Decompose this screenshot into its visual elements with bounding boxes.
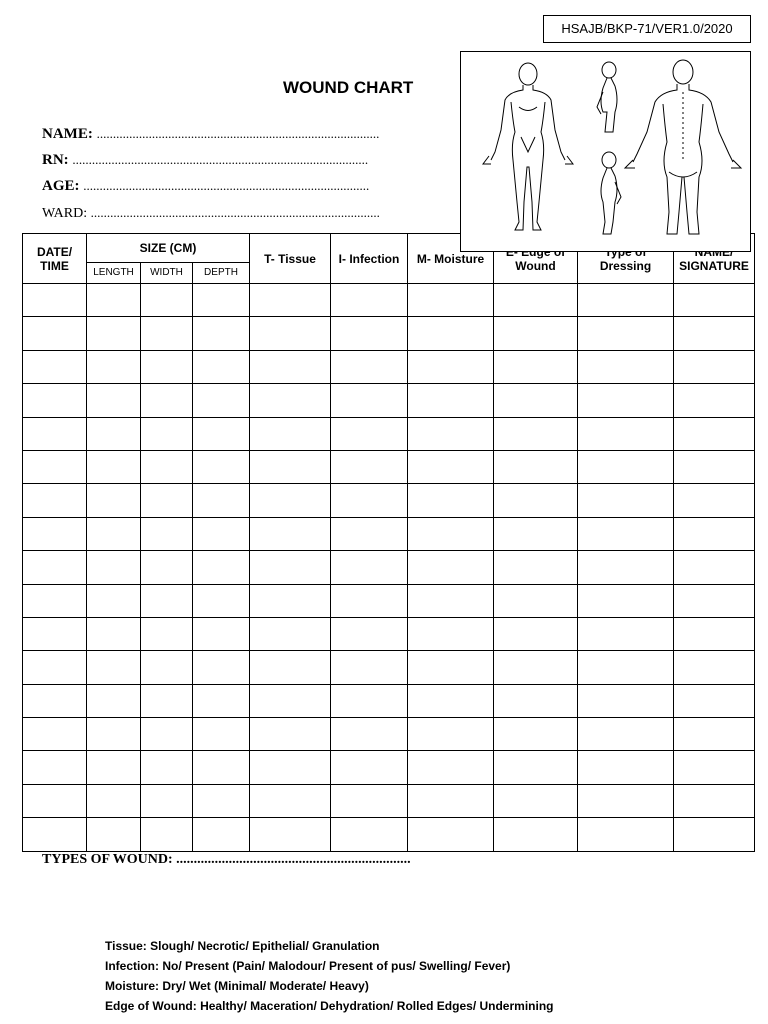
table-cell[interactable]	[87, 417, 141, 450]
table-cell[interactable]	[578, 551, 674, 584]
legend-moisture: Moisture: Dry/ Wet (Minimal/ Moderate/ Heavy)	[105, 979, 369, 993]
table-cell[interactable]	[494, 484, 578, 517]
legend-infection: Infection: No/ Present (Pain/ Malodour/ Present of pus/ Swelling/ Fever)	[105, 959, 511, 973]
table-cell[interactable]	[578, 818, 674, 851]
table-cell[interactable]	[578, 417, 674, 450]
table-cell[interactable]	[193, 651, 250, 684]
table-cell[interactable]	[23, 684, 87, 717]
table-cell[interactable]	[674, 818, 755, 851]
table-cell[interactable]	[331, 617, 408, 650]
table-cell[interactable]	[331, 751, 408, 784]
table-cell[interactable]	[331, 818, 408, 851]
table-cell[interactable]	[250, 350, 331, 383]
table-cell[interactable]	[250, 751, 331, 784]
table-cell[interactable]	[408, 684, 494, 717]
table-cell[interactable]	[23, 584, 87, 617]
age-dots: ........................................................................................	[83, 178, 370, 193]
table-cell[interactable]	[87, 718, 141, 751]
table-cell[interactable]	[250, 384, 331, 417]
rn-dots: ...........................................................................................	[72, 152, 369, 167]
legend	[105, 936, 553, 1016]
table-row	[23, 317, 755, 350]
table-cell[interactable]	[494, 450, 578, 483]
table-cell[interactable]	[331, 484, 408, 517]
table-cell[interactable]	[408, 450, 494, 483]
table-cell[interactable]	[578, 317, 674, 350]
types-of-wound-field[interactable]: TYPES OF WOUND: ...................................................................	[42, 852, 411, 867]
table-cell[interactable]	[408, 484, 494, 517]
rn-field[interactable]	[42, 152, 368, 169]
table-row	[23, 617, 755, 650]
page-title: WOUND CHART	[283, 78, 414, 97]
table-cell[interactable]	[494, 718, 578, 751]
body-diagram	[460, 51, 751, 252]
table-cell[interactable]	[674, 784, 755, 817]
table-cell[interactable]	[578, 517, 674, 550]
document-code: HSAJB/BKP-71/VER1.0/2020	[543, 15, 751, 43]
table-cell[interactable]	[674, 551, 755, 584]
table-cell[interactable]	[87, 484, 141, 517]
table-cell[interactable]	[141, 584, 193, 617]
body-figures-illustration	[461, 52, 750, 251]
table-cell[interactable]	[23, 751, 87, 784]
table-cell[interactable]	[408, 417, 494, 450]
table-cell[interactable]	[408, 784, 494, 817]
table-cell[interactable]	[250, 784, 331, 817]
table-cell[interactable]	[141, 484, 193, 517]
table-cell[interactable]	[141, 517, 193, 550]
table-cell[interactable]	[23, 718, 87, 751]
table-cell[interactable]	[193, 684, 250, 717]
table-cell[interactable]	[141, 651, 193, 684]
table-row	[23, 784, 755, 817]
table-cell[interactable]	[87, 384, 141, 417]
table-cell[interactable]	[331, 684, 408, 717]
name-label: NAME:	[42, 126, 93, 142]
table-row	[23, 651, 755, 684]
back-body-figure	[625, 60, 741, 234]
table-body	[23, 284, 755, 852]
table-cell[interactable]	[250, 584, 331, 617]
ward-label: WARD:	[42, 206, 88, 221]
table-cell[interactable]	[494, 284, 578, 317]
table-cell[interactable]	[141, 417, 193, 450]
table-cell[interactable]	[578, 684, 674, 717]
table-cell[interactable]	[578, 484, 674, 517]
table-cell[interactable]	[193, 450, 250, 483]
table-cell[interactable]	[87, 517, 141, 550]
table-cell[interactable]	[193, 751, 250, 784]
table-cell[interactable]	[494, 350, 578, 383]
table-cell[interactable]	[674, 718, 755, 751]
table-cell[interactable]	[674, 584, 755, 617]
table-cell[interactable]	[193, 784, 250, 817]
table-cell[interactable]	[23, 617, 87, 650]
table-cell[interactable]	[674, 617, 755, 650]
table-cell[interactable]	[408, 718, 494, 751]
table-cell[interactable]	[193, 350, 250, 383]
table-cell[interactable]	[23, 450, 87, 483]
table-cell[interactable]	[578, 384, 674, 417]
table-cell[interactable]	[141, 450, 193, 483]
table-cell[interactable]	[494, 417, 578, 450]
table-cell[interactable]	[87, 551, 141, 584]
table-cell[interactable]	[141, 718, 193, 751]
table-cell[interactable]	[193, 484, 250, 517]
table-cell[interactable]	[408, 317, 494, 350]
table-cell[interactable]	[87, 317, 141, 350]
ward-dots: .........................................................................................	[90, 205, 380, 220]
table-cell[interactable]	[494, 784, 578, 817]
age-field[interactable]	[42, 178, 369, 195]
table-cell[interactable]	[23, 284, 87, 317]
table-cell[interactable]	[23, 551, 87, 584]
table-cell[interactable]	[250, 684, 331, 717]
table-cell[interactable]	[494, 517, 578, 550]
table-cell[interactable]	[193, 317, 250, 350]
table-cell[interactable]	[250, 517, 331, 550]
table-cell[interactable]	[331, 784, 408, 817]
table-cell[interactable]	[578, 651, 674, 684]
table-cell[interactable]	[23, 384, 87, 417]
table-cell[interactable]	[87, 450, 141, 483]
table-cell[interactable]	[193, 584, 250, 617]
table-cell[interactable]	[193, 617, 250, 650]
table-cell[interactable]	[193, 818, 250, 851]
table-cell[interactable]	[23, 484, 87, 517]
table-cell[interactable]	[494, 551, 578, 584]
table-cell[interactable]	[193, 517, 250, 550]
table-cell[interactable]	[578, 718, 674, 751]
table-row	[23, 417, 755, 450]
table-row	[23, 484, 755, 517]
table-row	[23, 751, 755, 784]
table-cell[interactable]	[141, 751, 193, 784]
table-cell[interactable]	[250, 317, 331, 350]
table-cell[interactable]	[250, 551, 331, 584]
header-moisture: M- Moisture	[408, 234, 494, 284]
header-length: LENGTH	[87, 262, 141, 283]
table-cell[interactable]	[141, 284, 193, 317]
table-cell[interactable]	[408, 551, 494, 584]
table-cell[interactable]	[408, 350, 494, 383]
table-row	[23, 284, 755, 317]
wound-assessment-table	[22, 233, 755, 852]
table-cell[interactable]	[250, 818, 331, 851]
table-cell[interactable]	[494, 651, 578, 684]
header-tissue: T- Tissue	[250, 234, 331, 284]
header-signature: SIGNATURE	[674, 234, 755, 284]
table-cell[interactable]	[331, 450, 408, 483]
ward-field[interactable]	[42, 205, 380, 222]
header-size: SIZE (CM)	[87, 234, 250, 263]
table-cell[interactable]	[494, 317, 578, 350]
table-cell[interactable]	[193, 284, 250, 317]
table-cell[interactable]	[331, 384, 408, 417]
header-infection: I- Infection	[331, 234, 408, 284]
table-cell[interactable]	[578, 584, 674, 617]
table-cell[interactable]	[408, 651, 494, 684]
table-cell[interactable]	[331, 718, 408, 751]
table-cell[interactable]	[193, 551, 250, 584]
table-cell[interactable]	[141, 617, 193, 650]
table-cell[interactable]	[87, 651, 141, 684]
table-cell[interactable]	[331, 317, 408, 350]
table-cell[interactable]	[250, 617, 331, 650]
table-cell[interactable]	[578, 350, 674, 383]
table-cell[interactable]	[193, 417, 250, 450]
table-cell[interactable]	[141, 317, 193, 350]
table-row	[23, 517, 755, 550]
table-cell[interactable]	[250, 651, 331, 684]
name-dots: .......................................................................................	[96, 126, 380, 141]
table-cell[interactable]	[87, 350, 141, 383]
table-cell[interactable]	[331, 350, 408, 383]
table-cell[interactable]	[250, 450, 331, 483]
table-row	[23, 350, 755, 383]
table-cell[interactable]	[87, 617, 141, 650]
table-row	[23, 551, 755, 584]
table-cell[interactable]	[578, 784, 674, 817]
header-width: WIDTH	[141, 262, 193, 283]
table-cell[interactable]	[331, 584, 408, 617]
table-cell[interactable]	[331, 517, 408, 550]
table-cell[interactable]	[408, 517, 494, 550]
table-cell[interactable]	[408, 284, 494, 317]
table-cell[interactable]	[674, 751, 755, 784]
table-cell[interactable]	[23, 517, 87, 550]
table-cell[interactable]	[193, 384, 250, 417]
table-cell[interactable]	[408, 584, 494, 617]
table-cell[interactable]	[674, 317, 755, 350]
table-cell[interactable]	[331, 417, 408, 450]
age-label: AGE:	[42, 178, 80, 194]
table-cell[interactable]	[494, 818, 578, 851]
front-body-figure	[483, 63, 573, 230]
table-cell[interactable]	[141, 684, 193, 717]
table-cell[interactable]	[578, 617, 674, 650]
table-row	[23, 450, 755, 483]
table-cell[interactable]	[193, 718, 250, 751]
header-edge: Wound	[494, 234, 578, 284]
table-cell[interactable]	[674, 384, 755, 417]
table-cell[interactable]	[408, 751, 494, 784]
table-cell[interactable]	[331, 284, 408, 317]
table-cell[interactable]	[494, 684, 578, 717]
table-cell[interactable]	[23, 784, 87, 817]
table-cell[interactable]	[494, 751, 578, 784]
table-cell[interactable]	[141, 551, 193, 584]
table-cell[interactable]	[408, 384, 494, 417]
table-cell[interactable]	[141, 384, 193, 417]
rn-label: RN:	[42, 152, 69, 168]
table-cell[interactable]	[578, 284, 674, 317]
table-cell[interactable]	[674, 417, 755, 450]
header-date-time: DATE/ TIME	[23, 234, 87, 284]
table-cell[interactable]	[87, 684, 141, 717]
table-cell[interactable]	[408, 617, 494, 650]
table-cell[interactable]	[141, 350, 193, 383]
table-cell[interactable]	[87, 284, 141, 317]
side-body-figure-top	[597, 62, 617, 132]
table-cell[interactable]	[250, 417, 331, 450]
table-cell[interactable]	[23, 317, 87, 350]
table-cell[interactable]	[494, 584, 578, 617]
table-row	[23, 584, 755, 617]
table-cell[interactable]	[250, 718, 331, 751]
header-dressing: Dressing	[578, 234, 674, 284]
legend-edge: Edge of Wound: Healthy/ Maceration/ Dehydration/ Rolled Edges/ Undermining	[105, 999, 554, 1013]
table-cell[interactable]	[494, 617, 578, 650]
table-cell[interactable]	[674, 517, 755, 550]
table-cell[interactable]	[674, 684, 755, 717]
table-cell[interactable]	[87, 584, 141, 617]
table-cell[interactable]	[23, 651, 87, 684]
table-cell[interactable]	[578, 751, 674, 784]
table-cell[interactable]	[331, 651, 408, 684]
table-cell[interactable]	[141, 784, 193, 817]
header-depth: DEPTH	[193, 262, 250, 283]
table-cell[interactable]	[674, 450, 755, 483]
table-cell[interactable]	[494, 384, 578, 417]
table-cell[interactable]	[674, 651, 755, 684]
table-cell[interactable]	[141, 818, 193, 851]
table-row	[23, 818, 755, 851]
table-cell[interactable]	[578, 450, 674, 483]
table-cell[interactable]	[23, 818, 87, 851]
table-cell[interactable]	[87, 784, 141, 817]
table-cell[interactable]	[674, 484, 755, 517]
table-cell[interactable]	[23, 417, 87, 450]
table-cell[interactable]	[674, 350, 755, 383]
table-cell[interactable]	[331, 551, 408, 584]
table-cell[interactable]	[23, 350, 87, 383]
table-cell[interactable]	[408, 818, 494, 851]
legend-tissue: Tissue: Slough/ Necrotic/ Epithelial/ Granulation	[105, 939, 380, 953]
name-field[interactable]	[42, 126, 379, 143]
table-row	[23, 384, 755, 417]
table-row	[23, 684, 755, 717]
table-cell[interactable]	[87, 818, 141, 851]
table-cell[interactable]	[250, 484, 331, 517]
side-body-figure-bottom	[601, 152, 621, 234]
table-cell[interactable]	[250, 284, 331, 317]
table-cell[interactable]	[87, 751, 141, 784]
table-row	[23, 718, 755, 751]
table-cell[interactable]	[674, 284, 755, 317]
